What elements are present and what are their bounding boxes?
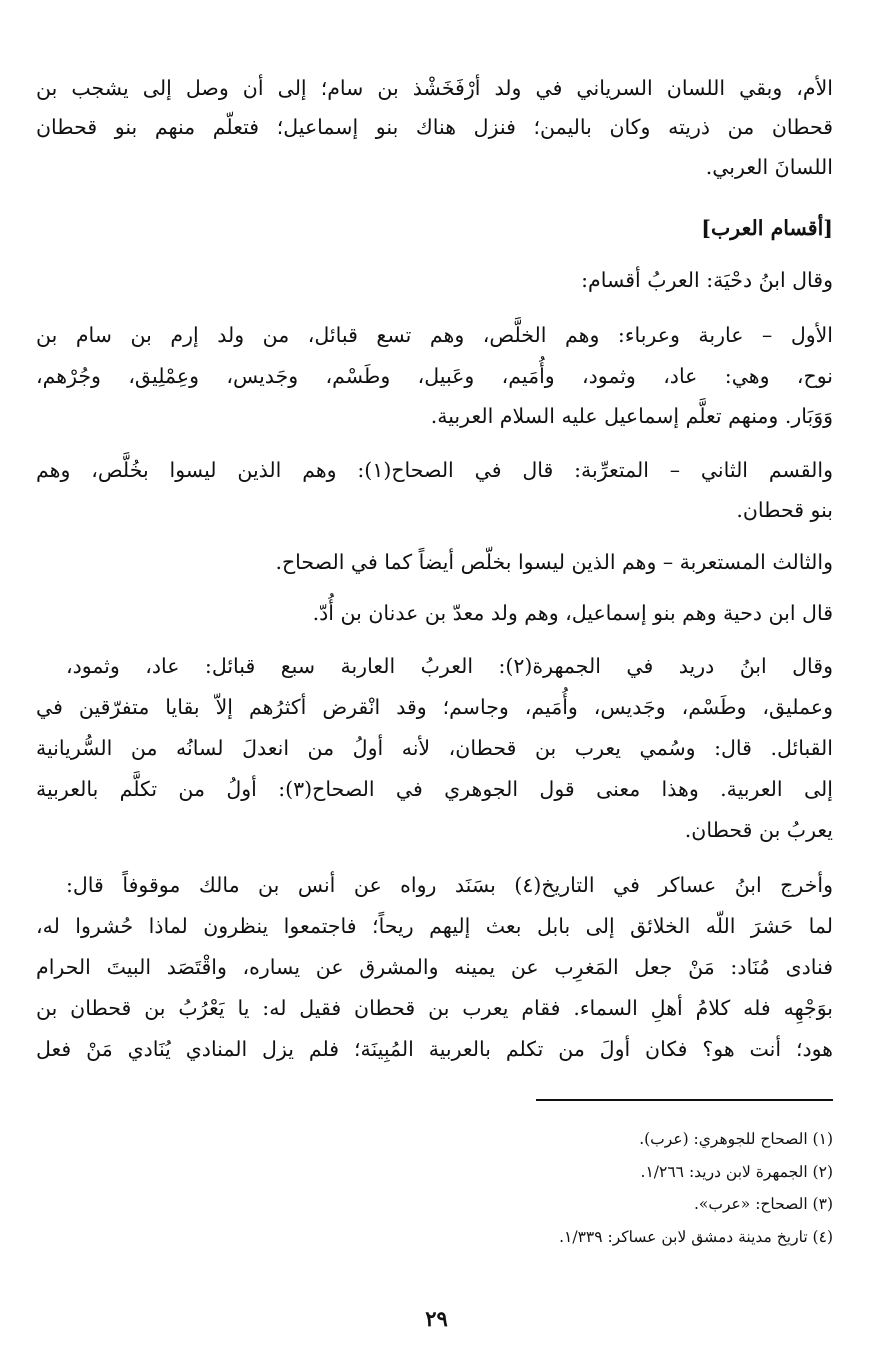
page-number: ٢٩	[425, 1306, 448, 1331]
text-line: بنو قحطان.	[736, 498, 833, 522]
text-line: وقال ابنُ دحْيَة: العربُ أقسام:	[581, 268, 833, 292]
text-line: فنادى مُنَاد: مَنْ جعل المَغرِب عن يمينه والمشرق عن يساره، واقْتَصَد البيتَ الحرام	[36, 955, 833, 979]
text-line: نوح، وهي: عاد، وثمود، وأُمَيم، وعَبيل، وطَسْم، وجَديس، وعِمْلِيق، وجُرْهم،	[36, 364, 833, 388]
text-line: يعربُ بن قحطان.	[684, 818, 833, 842]
text-line: والثالث المستعربة – وهم الذين ليسوا بخلّص أيضاً كما في الصحاح.	[275, 550, 833, 574]
text-line: وأخرج ابنُ عساكر في التاريخ(٤) بسَنَد رواه عن أنس بن مالك موقوفاً قال:	[66, 873, 833, 897]
text-line: لما حَشرَ اللّه الخلائق إلى بابل بعث إليهم ريحاً؛ فاجتمعوا ينظرون لماذا حُشروا له،	[36, 914, 833, 938]
text-line: وقال ابنُ دريد في الجمهرة(٢): العربُ العاربة سبع قبائل: عاد، وثمود،	[66, 654, 833, 678]
text-line: هود؛ أنت هو؟ فكان أولَ من تكلم بالعربية المُبِينَة؛ فلم يزل المنادي يُنَادي مَنْ فعل	[36, 1037, 833, 1061]
text-line: بوَجْهِه فله كلامُ أهلِ السماء. فقام يعرب بن قحطان فقيل له: يا يَعْرُبُ بن قحطان بن	[36, 996, 833, 1020]
footnote: (٢) الجمهرة لابن دريد: ١/٢٦٦.	[640, 1163, 833, 1181]
text-line: قال ابن دحية وهم بنو إسماعيل، وهم ولد معدّ بن عدنان بن أُدّ.	[312, 601, 833, 625]
text-line: إلى العربية. وهذا معنى قول الجوهري في الصحاح(٣): أولُ من تكلَّم بالعربية	[36, 777, 833, 801]
footnote: (٤) تاريخ مدينة دمشق لابن عساكر: ١/٣٣٩.	[559, 1228, 833, 1246]
footnote: (٣) الصحاح: «عرب».	[693, 1195, 833, 1213]
text-line: الأم، وبقي اللسان السرياني في ولد أرْفَخَشْذ بن سام؛ إلى أن وصل إلى يشجب بن	[36, 76, 833, 100]
text-line: وَوَبَار. ومنهم تعلَّم إسماعيل عليه السلام العربية.	[430, 404, 833, 428]
text-line: اللسانَ العربي.	[705, 155, 833, 179]
footnote-separator	[536, 1099, 833, 1101]
footnote: (١) الصحاح للجوهري: (عرب).	[639, 1130, 833, 1148]
text-line: والقسم الثاني – المتعرِّبة: قال في الصحاح(١): وهم الذين ليسوا بخُلَّص، وهم	[36, 458, 833, 482]
text-line: قحطان من ذريته وكان باليمن؛ فنزل هناك بنو إسماعيل؛ فتعلّم منهم بنو قحطان	[36, 115, 833, 139]
text-line: القبائل. قال: وسُمي يعرب بن قحطان، لأنه أولُ من انعدلَ لسانُه من السُّريانية	[36, 736, 833, 760]
text-line: الأول – عاربة وعرباء: وهم الخلَّص، وهم تسع قبائل، من ولد إرم بن سام بن	[36, 323, 833, 347]
text-line: وعمليق، وطَسْم، وجَديس، وأُمَيم، وجاسم؛ وقد انْقرض أكثرُهم إلاّ بقايا متفرّقين في	[36, 695, 833, 719]
section-heading: [أقسام العرب]	[701, 216, 833, 240]
